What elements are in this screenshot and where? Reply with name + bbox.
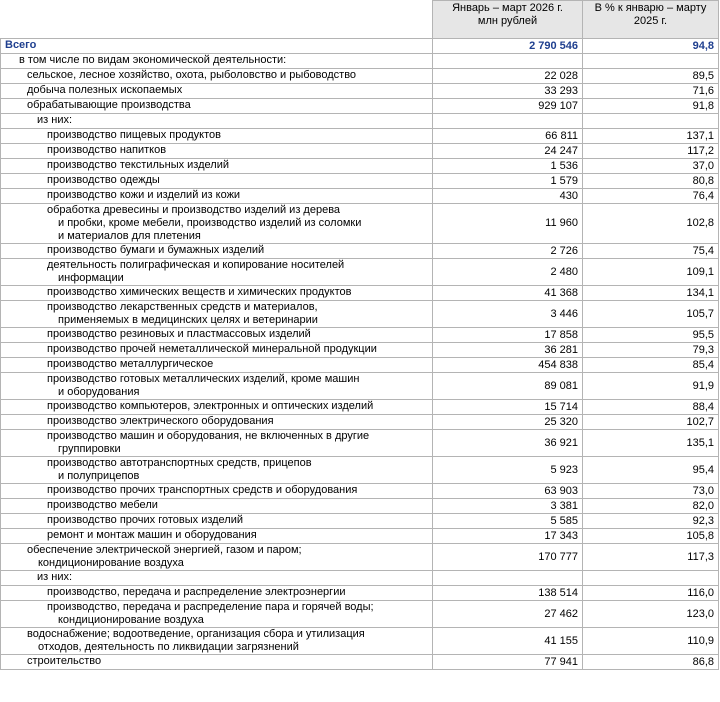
row-value: 15 714 [433,400,583,415]
row-value: 27 462 [433,601,583,628]
row-percent: 117,3 [583,544,719,571]
row-percent: 71,6 [583,84,719,99]
row-label-line: производство, передача и распределение электроэнергии [47,586,346,598]
row-value: 63 903 [433,484,583,499]
table-row [1,174,719,189]
row-label [1,628,433,655]
table-row [1,301,719,328]
row-label [1,484,433,499]
row-percent: 105,7 [583,301,719,328]
row-label [1,529,433,544]
row-percent [583,114,719,129]
row-label-line: деятельность полиграфическая и копирование носителей [47,259,345,271]
header-percent-line-2: 2025 г. [633,15,668,27]
row-percent: 95,4 [583,457,719,484]
row-label [1,601,433,628]
row-value: 17 343 [433,529,583,544]
row-value: 11 960 [433,204,583,244]
row-label-line: водоснабжение; водоотведение, организация сбора и утилизация [27,628,365,640]
row-label [1,343,433,358]
row-label-line: производство машин и оборудования, не включенных в другие [47,430,370,442]
row-label-line: и оборудования [58,386,140,398]
row-percent [583,54,719,69]
row-value: 22 028 [433,69,583,84]
row-percent: 95,5 [583,328,719,343]
table-row [1,286,719,301]
table-row [1,457,719,484]
table-row [1,628,719,655]
row-value: 36 921 [433,430,583,457]
table-row [1,328,719,343]
row-label [1,430,433,457]
row-label [1,204,433,244]
row-value: 36 281 [433,343,583,358]
row-percent: 86,8 [583,655,719,670]
row-percent [583,571,719,586]
table-row [1,159,719,174]
table-row [1,54,719,69]
row-label [1,69,433,84]
row-value: 41 368 [433,286,583,301]
row-label [1,544,433,571]
row-label-line: Всего [5,39,37,51]
row-label [1,499,433,514]
row-label-line: кондиционирование воздуха [38,557,184,569]
row-label [1,400,433,415]
row-label [1,514,433,529]
row-percent: 117,2 [583,144,719,159]
row-value: 5 923 [433,457,583,484]
table-row [1,84,719,99]
header-percent-line-1: В % к январю – марту [594,2,707,14]
table-row [1,259,719,286]
row-label-line: и материалов для плетения [58,230,201,242]
row-percent: 37,0 [583,159,719,174]
row-label-line: строительство [27,655,102,667]
row-value: 430 [433,189,583,204]
table-row [1,244,719,259]
row-label [1,328,433,343]
row-label-line: производство металлургическое [47,358,214,370]
row-percent: 134,1 [583,286,719,301]
row-value: 24 247 [433,144,583,159]
total-row [1,39,719,54]
row-value: 2 790 546 [433,39,583,54]
table-row [1,415,719,430]
row-percent: 80,8 [583,174,719,189]
row-value: 454 838 [433,358,583,373]
row-label [1,189,433,204]
row-label-line: производство электрического оборудования [47,415,274,427]
row-value: 25 320 [433,415,583,430]
row-label-line: ремонт и монтаж машин и оборудования [47,529,257,541]
row-label-line: производство текстильных изделий [47,159,229,171]
row-label [1,571,433,586]
row-label-line: производство готовых металлических изделий, кроме машин [47,373,360,385]
row-percent: 105,8 [583,529,719,544]
row-percent: 92,3 [583,514,719,529]
table-row [1,114,719,129]
row-value: 5 585 [433,514,583,529]
row-label-line: производство прочей неметаллической минеральной продукции [47,343,377,355]
row-percent: 82,0 [583,499,719,514]
row-label [1,39,433,54]
row-label-line: информации [58,272,124,284]
row-label-line: отходов, деятельность по ликвидации загрязнений [38,641,299,653]
row-label [1,286,433,301]
table-row [1,373,719,400]
table-body [1,39,719,670]
row-value: 3 446 [433,301,583,328]
row-percent: 109,1 [583,259,719,286]
row-label [1,244,433,259]
row-label [1,259,433,286]
row-percent: 94,8 [583,39,719,54]
row-label-line: производство химических веществ и химических продуктов [47,286,352,298]
row-percent: 91,8 [583,99,719,114]
row-label-line: производство одежды [47,174,160,186]
table-row [1,499,719,514]
table-row [1,343,719,358]
row-percent: 116,0 [583,586,719,601]
header-period-line-2: млн рублей [477,15,538,27]
table-row [1,129,719,144]
table-row [1,189,719,204]
row-label-line: добыча полезных ископаемых [27,84,183,96]
table-row [1,529,719,544]
row-value: 1 579 [433,174,583,189]
row-label [1,457,433,484]
row-label-line: производство прочих транспортных средств и оборудования [47,484,358,496]
row-label-line: группировки [58,443,121,455]
row-percent: 137,1 [583,129,719,144]
table-row [1,430,719,457]
header-period [433,1,583,39]
table-row [1,571,719,586]
table-row [1,601,719,628]
row-value [433,571,583,586]
row-label-line: обеспечение электрической энергией, газом и паром; [27,544,302,556]
row-label [1,129,433,144]
row-value: 3 381 [433,499,583,514]
row-label-line: производство кожи и изделий из кожи [47,189,241,201]
row-percent: 110,9 [583,628,719,655]
table-row [1,144,719,159]
row-value: 929 107 [433,99,583,114]
header-blank-cell [1,1,433,39]
table-row [1,544,719,571]
table-row [1,358,719,373]
table-row [1,514,719,529]
row-label-line: производство мебели [47,499,158,511]
row-label [1,174,433,189]
table-row [1,69,719,84]
table-row [1,484,719,499]
row-value: 1 536 [433,159,583,174]
row-label [1,84,433,99]
table-row [1,400,719,415]
row-label [1,159,433,174]
row-percent: 102,8 [583,204,719,244]
row-value: 66 811 [433,129,583,144]
row-label [1,586,433,601]
row-label [1,99,433,114]
row-label [1,301,433,328]
row-value: 77 941 [433,655,583,670]
row-label-line: производство компьютеров, электронных и оптических изделий [47,400,374,412]
row-percent: 102,7 [583,415,719,430]
row-value: 170 777 [433,544,583,571]
row-label-line: и полуприцепов [58,470,140,482]
header-period-line-1: Январь – март 2026 г. [452,2,563,14]
row-percent: 89,5 [583,69,719,84]
row-label-line: в том числе по видам экономической деятельности: [19,54,287,66]
row-label [1,114,433,129]
row-percent: 85,4 [583,358,719,373]
row-value [433,54,583,69]
row-value: 33 293 [433,84,583,99]
row-label [1,54,433,69]
row-label [1,358,433,373]
row-percent: 75,4 [583,244,719,259]
header-row [1,1,719,39]
row-label-line: и пробки, кроме мебели, производство изделий из соломки [58,217,362,229]
row-label-line: производство прочих готовых изделий [47,514,244,526]
row-percent: 76,4 [583,189,719,204]
row-label-line: производство автотранспортных средств, прицепов [47,457,312,469]
row-label-line: производство, передача и распределение пара и горячей воды; [47,601,374,613]
row-label [1,144,433,159]
row-label-line: из них: [37,571,73,583]
header-percent [583,1,719,39]
row-value: 2 726 [433,244,583,259]
row-value: 17 858 [433,328,583,343]
row-label-line: производство напитков [47,144,167,156]
row-label-line: производство бумаги и бумажных изделий [47,244,265,256]
row-value: 41 155 [433,628,583,655]
row-value: 138 514 [433,586,583,601]
table-row [1,204,719,244]
row-percent: 73,0 [583,484,719,499]
row-label-line: обработка древесины и производство изделий из дерева [47,204,341,216]
row-value: 89 081 [433,373,583,400]
table-row [1,99,719,114]
row-percent: 123,0 [583,601,719,628]
row-label [1,655,433,670]
row-label-line: производство лекарственных средств и материалов, [47,301,318,313]
row-label [1,373,433,400]
row-label-line: применяемых в медицинских целях и ветеринарии [58,314,318,326]
table-row [1,655,719,670]
row-label-line: производство пищевых продуктов [47,129,221,141]
row-value: 2 480 [433,259,583,286]
table-row [1,586,719,601]
row-percent: 79,3 [583,343,719,358]
row-label-line: из них: [37,114,73,126]
row-percent: 88,4 [583,400,719,415]
row-label-line: сельское, лесное хозяйство, охота, рыболовство и рыбоводство [27,69,357,81]
row-label-line: обрабатывающие производства [27,99,191,111]
row-label [1,415,433,430]
row-value [433,114,583,129]
row-label-line: кондиционирование воздуха [58,614,204,626]
row-percent: 91,9 [583,373,719,400]
row-label-line: производство резиновых и пластмассовых изделий [47,328,311,340]
row-percent: 135,1 [583,430,719,457]
